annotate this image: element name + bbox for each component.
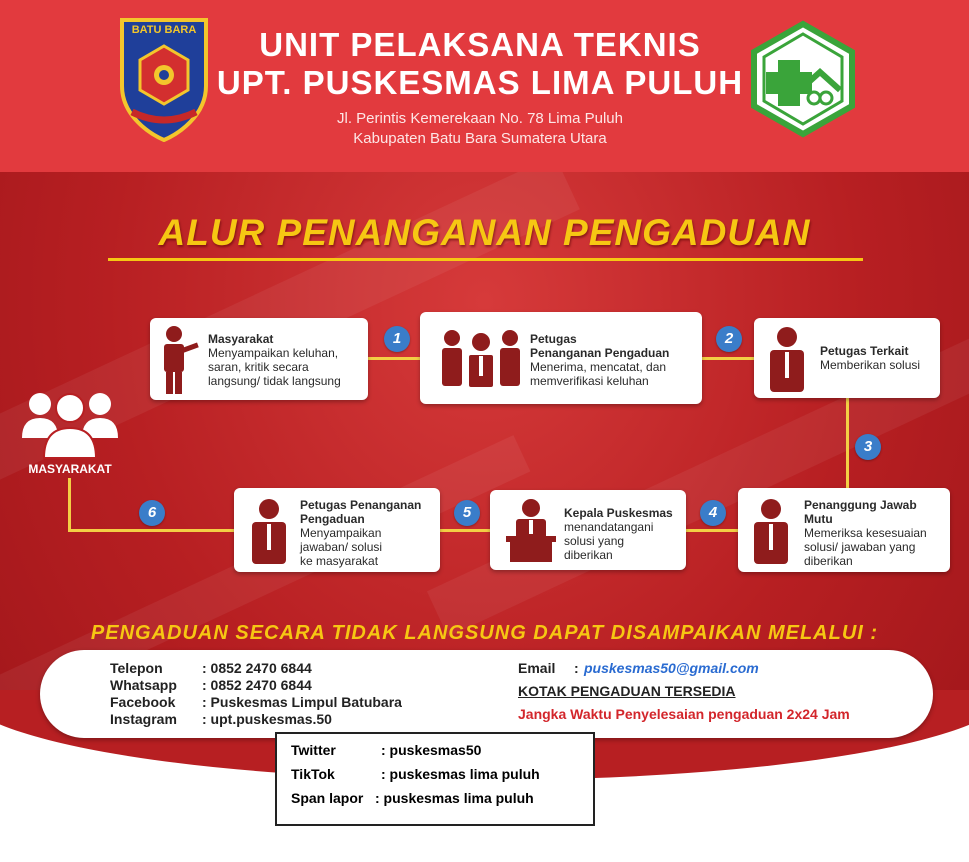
- step-4-desc-line2: solusi/ jawaban yang: [804, 540, 916, 554]
- connector-5-6: [436, 529, 496, 532]
- social-label-tiktok: TikTok: [291, 766, 335, 782]
- step-1-desc-line3: langsung/ tidak langsung: [208, 374, 341, 388]
- step-2-title: Petugas: [530, 332, 577, 346]
- step-6-desc-line2: jawaban/ solusi: [300, 540, 383, 554]
- step-6-desc-line1: Menyampaikan: [300, 526, 382, 540]
- connector-masyarakat-vertical: [68, 478, 71, 532]
- step-3-title: Petugas Terkait: [820, 344, 909, 358]
- title-underline: [108, 258, 863, 261]
- step-badge-5: 5: [454, 500, 480, 526]
- contact-label-instagram: Instagram: [110, 711, 177, 727]
- step-card-5: [490, 490, 686, 570]
- logo-left-text: BATU BARA: [131, 24, 197, 36]
- social-value-twitter: : puskesmas50: [381, 742, 482, 758]
- step-1-desc-line2: saran, kritik secara: [208, 360, 309, 374]
- team-officers-icon: [438, 328, 524, 388]
- jangka-waktu-text: Jangka Waktu Penyelesaian pengaduan 2x24 Jam: [518, 706, 850, 722]
- contact-value-instagram: : upt.puskesmas.50: [202, 711, 332, 727]
- step-card-6: [234, 488, 440, 572]
- step-2-desc-line2: memverifikasi keluhan: [530, 374, 649, 388]
- officer-icon: [246, 498, 292, 564]
- masyarakat-group-icon: [18, 388, 122, 460]
- step-6-title-line2: Pengaduan: [300, 512, 365, 526]
- step-card-3: [754, 318, 940, 398]
- speaking-person-icon: [158, 324, 200, 394]
- connector-3-4: [846, 398, 849, 494]
- step-5-desc-line1: menandatangani: [564, 520, 654, 534]
- contact-label-whatsapp: Whatsapp: [110, 677, 177, 693]
- step-1-desc-line1: Menyampaikan keluhan,: [208, 346, 339, 360]
- connector-2-3: [700, 357, 760, 360]
- email-separator: :: [574, 660, 579, 676]
- step-badge-6: 6: [139, 500, 165, 526]
- header-unit-title: UNIT PELAKSANA TEKNIS: [259, 26, 701, 63]
- step-card-1: [150, 318, 368, 400]
- batu-bara-logo: [118, 16, 210, 142]
- step-4-desc-line1: Memeriksa kesesuaian: [804, 526, 927, 540]
- contact-value-facebook: : Puskesmas Limpul Batubara: [202, 694, 402, 710]
- social-media-box: [275, 732, 595, 826]
- social-value-spanlapor: : puskesmas lima puluh: [375, 790, 534, 806]
- email-value[interactable]: puskesmas50@gmail.com: [584, 660, 759, 676]
- contact-label-facebook: Facebook: [110, 694, 176, 710]
- step-badge-3: 3: [855, 434, 881, 460]
- connector-6-masyarakat: [68, 529, 238, 532]
- contact-panel: [40, 650, 933, 738]
- step-6-desc-line3: ke masyarakat: [300, 554, 379, 568]
- social-label-twitter: Twitter: [291, 742, 336, 758]
- footer-title: PENGADUAN SECARA TIDAK LANGSUNG DAPAT DISAMPAIKAN MELALUI :: [90, 622, 879, 644]
- social-value-tiktok: : puskesmas lima puluh: [381, 766, 540, 782]
- step-card-2: [420, 312, 702, 404]
- step-card-4: [738, 488, 950, 572]
- step-3-desc-line1: Memberikan solusi: [820, 358, 921, 372]
- contact-label-telepon: Telepon: [110, 660, 163, 676]
- header-puskesmas-title: UPT. PUSKESMAS LIMA PULUH: [216, 64, 744, 101]
- step-1-title: Masyarakat: [208, 332, 274, 346]
- step-badge-2: 2: [716, 326, 742, 352]
- step-5-desc-line2: solusi yang: [564, 534, 625, 548]
- contact-value-telepon: : 0852 2470 6844: [202, 660, 312, 676]
- step-badge-1: 1: [384, 326, 410, 352]
- step-2-desc-line1: Menerima, mencatat, dan: [530, 360, 667, 374]
- connector-4-5: [680, 529, 744, 532]
- step-4-title: Penanggung Jawab: [804, 498, 917, 512]
- main-title: ALUR PENANGANAN PENGADUAN: [158, 212, 811, 253]
- officer-icon: [748, 498, 794, 564]
- step-5-desc-line3: diberikan: [564, 548, 613, 562]
- step-6-title: Petugas Penanganan: [300, 498, 422, 512]
- kotak-pengaduan-text: KOTAK PENGADUAN TERSEDIA: [518, 683, 736, 699]
- header-address-line2: Kabupaten Batu Bara Sumatera Utara: [353, 130, 607, 147]
- step-4-desc-line3: diberikan: [804, 554, 853, 568]
- step-2-title-line2: Penanganan Pengaduan: [530, 346, 670, 360]
- step-badge-4: 4: [700, 500, 726, 526]
- step-4-title-line2: Mutu: [804, 512, 833, 526]
- social-label-spanlapor: Span lapor: [291, 790, 364, 806]
- email-label: Email: [518, 660, 556, 676]
- masyarakat-label: MASYARAKAT: [28, 462, 112, 476]
- contact-value-whatsapp: : 0852 2470 6844: [202, 677, 312, 693]
- head-at-desk-icon: [504, 498, 558, 562]
- officer-icon: [764, 326, 810, 392]
- step-5-title: Kepala Puskesmas: [564, 506, 673, 520]
- header-address-line1: Jl. Perintis Kemerekaan No. 78 Lima Puluh: [337, 110, 623, 127]
- puskesmas-logo: [748, 20, 858, 138]
